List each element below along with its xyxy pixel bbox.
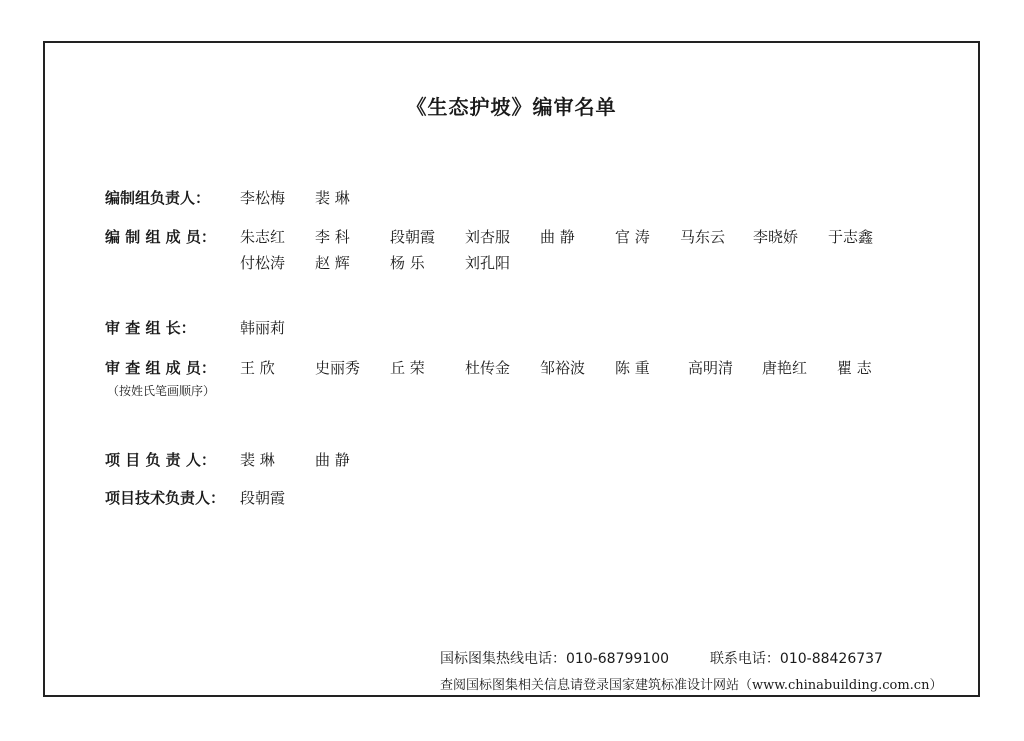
review-member-name: 高明清	[688, 359, 734, 377]
review-leader-label: 审 查 组 长：	[105, 319, 196, 337]
compile-members-label: 编 制 组 成 员：	[105, 228, 216, 246]
compile-leader-label: 编制组负责人：	[105, 189, 211, 207]
project-leader-name: 曲 静	[315, 451, 350, 469]
page-title: 《生态护坡》编审名单	[406, 95, 617, 119]
review-member-name: 陈 重	[615, 359, 650, 377]
tech-leader-label: 项目技术负责人：	[105, 489, 226, 507]
compile-member-name: 赵 辉	[315, 254, 350, 272]
review-member-name: 丘 荣	[390, 359, 425, 377]
review-members-note: （按姓氏笔画顺序）	[107, 384, 216, 398]
compile-member-name: 朱志红	[240, 228, 286, 246]
compile-member-name: 刘杏服	[465, 228, 511, 246]
review-member-name: 杜传金	[465, 359, 511, 377]
compile-member-name: 李 科	[315, 228, 350, 246]
review-member-name: 瞿 志	[837, 359, 872, 377]
footer-website: 查阅国标图集相关信息请登录国家建筑标准设计网站（www.chinabuilding.com.cn）	[440, 678, 943, 693]
compile-leader-name: 李松梅	[240, 189, 286, 207]
compile-member-name: 马东云	[680, 228, 726, 246]
project-leader-label: 项 目 负 责 人：	[105, 451, 216, 469]
review-member-name: 王 欣	[240, 359, 275, 377]
compile-member-name: 李晓娇	[753, 228, 799, 246]
footer-phones	[440, 648, 883, 668]
compile-leader-name: 裴 琳	[315, 189, 350, 207]
review-member-name: 唐艳红	[762, 359, 808, 377]
review-member-name: 邹裕波	[540, 359, 586, 377]
project-leader-name: 裴 琳	[240, 451, 275, 469]
compile-member-name: 杨 乐	[390, 254, 425, 272]
footer-hotline: 国标图集热线电话：010-68799100	[440, 651, 670, 667]
page-frame	[43, 41, 980, 697]
review-members-label: 审 查 组 成 员：	[105, 359, 216, 377]
footer-contact: 联系电话：010-88426737	[709, 651, 883, 667]
review-member-name: 史丽秀	[315, 359, 361, 377]
tech-leader-name: 段朝霞	[240, 489, 286, 507]
review-leader-name: 韩丽莉	[240, 319, 286, 337]
compile-member-name: 于志鑫	[828, 228, 874, 246]
compile-member-name: 官 涛	[615, 228, 650, 246]
compile-member-name: 曲 静	[540, 228, 575, 246]
compile-member-name: 付松涛	[240, 254, 286, 272]
compile-member-name: 段朝霞	[390, 228, 436, 246]
compile-member-name: 刘孔阳	[465, 254, 511, 272]
